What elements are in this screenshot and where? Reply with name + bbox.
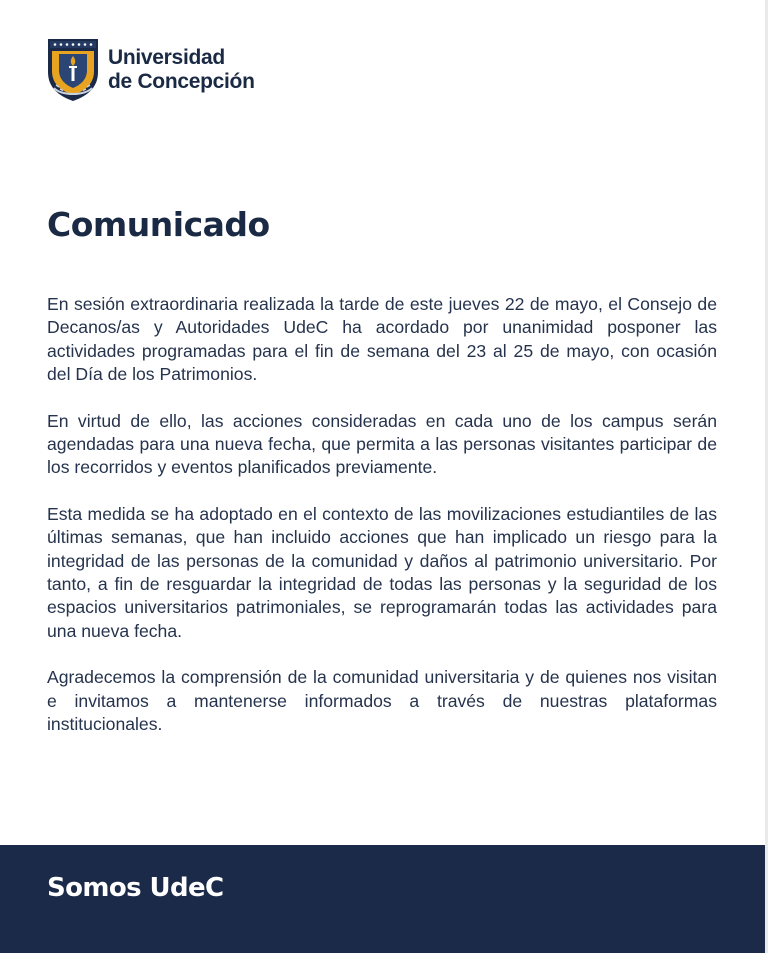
- university-name: [108, 46, 255, 94]
- statement-body: [47, 293, 717, 760]
- paragraph-4: Agradecemos la comprensión de la comunidad universitaria y de quienes nos visitan e invitamos a mantenerse informados a través de nuestras plataformas institucionales.: [47, 667, 717, 735]
- university-name-line2: de Concepción: [108, 70, 255, 93]
- udec-shield-logo-icon: [47, 38, 99, 102]
- footer-banner: [0, 845, 765, 953]
- page-title: Comunicado: [47, 205, 270, 244]
- university-name-line1: Universidad: [108, 46, 225, 69]
- paragraph-1: En sesión extraordinaria realizada la tarde de este jueves 22 de mayo, el Consejo de Decanos/as y Autoridades UdeC ha acordado por unanimidad posponer las actividades programadas para el fin de semana del 23 al 25 de mayo, con ocasión del Día de los Patrimonios.: [47, 294, 717, 385]
- paragraph-2: En virtud de ello, las acciones consideradas en cada uno de los campus serán agendadas para una nueva fecha, que permita a las personas visitantes participar de los recorridos y eventos planificados previamente.: [47, 410, 717, 478]
- footer-slogan: Somos UdeC: [47, 873, 224, 903]
- paragraph-3: Esta medida se ha adoptado en el contexto de las movilizaciones estudiantiles de las últimas semanas, que han incluido acciones que han implicado un riesgo para la integridad de las personas de la comunidad y daños al patrimonio universitario. Por tanto, a fin de resguardar la integridad de todas las personas y la seguridad de los espacios universitarios patrimoniales, se reprogramarán todas las actividades para una nueva fecha.: [47, 503, 717, 641]
